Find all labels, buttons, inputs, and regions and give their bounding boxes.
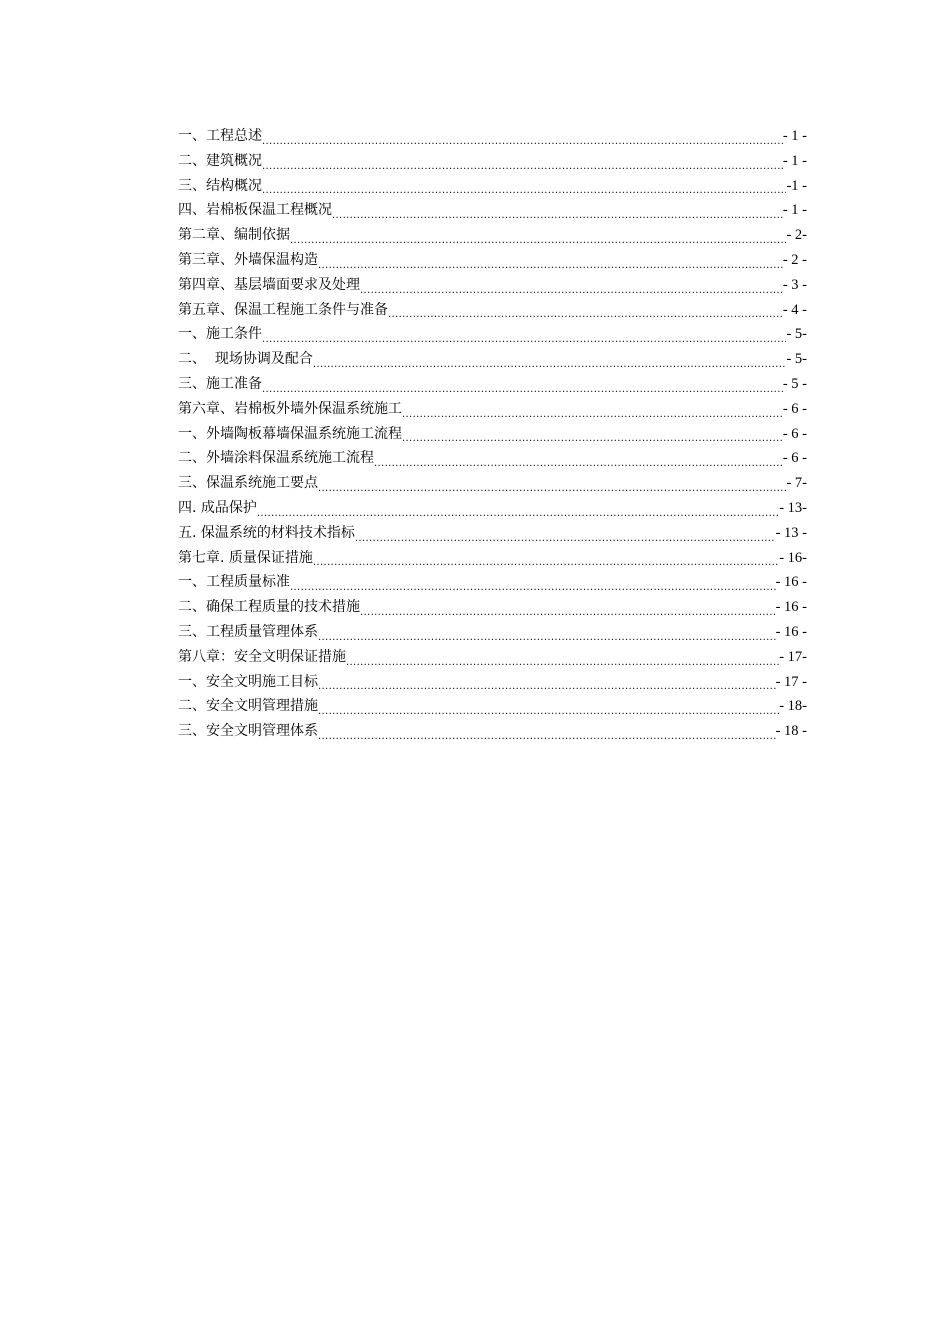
toc-leader-dots xyxy=(402,422,783,447)
toc-entry-title: 一、安全文明施工目标 xyxy=(178,673,318,690)
toc-leader-dots xyxy=(374,446,783,471)
toc-leader-dots xyxy=(262,174,786,199)
toc-entry[interactable] xyxy=(178,273,807,298)
toc-leader-dots xyxy=(318,620,776,645)
toc-leader-dots xyxy=(332,198,783,223)
toc-entry-page: - 18- xyxy=(779,698,807,715)
toc-entry[interactable] xyxy=(178,496,807,521)
toc-entry-page: - 17 - xyxy=(775,673,807,690)
toc-entry[interactable] xyxy=(178,347,807,372)
toc-leader-dots xyxy=(318,694,779,719)
table-of-contents xyxy=(178,124,807,744)
toc-leader-dots xyxy=(318,719,776,744)
toc-entry[interactable] xyxy=(178,124,807,149)
toc-entry-page: - 6 - xyxy=(782,400,807,417)
toc-leader-dots xyxy=(262,124,783,149)
toc-entry-page: - 4 - xyxy=(782,301,807,318)
toc-entry-page: - 3 - xyxy=(782,276,807,293)
toc-entry-title: 一、外墙陶板幕墙保温系统施工流程 xyxy=(178,425,402,442)
toc-leader-dots xyxy=(388,298,783,323)
toc-leader-dots xyxy=(262,372,783,397)
toc-entry-title: 二、 现场协调及配合 xyxy=(178,351,313,368)
toc-entry-title: 第六章、岩棉板外墙外保温系统施工 xyxy=(178,400,402,417)
toc-entry[interactable] xyxy=(178,546,807,571)
toc-entry-title: 二、外墙涂料保温系统施工流程 xyxy=(178,450,374,467)
toc-entry[interactable] xyxy=(178,471,807,496)
toc-entry-page: - 1 - xyxy=(782,152,807,169)
toc-entry[interactable] xyxy=(178,521,807,546)
toc-entry-title: 一、工程质量标准 xyxy=(178,574,290,591)
toc-entry-page: -1 - xyxy=(786,177,807,194)
toc-entry-page: - 5- xyxy=(786,326,807,343)
toc-entry-page: - 13- xyxy=(779,499,807,516)
toc-leader-dots xyxy=(318,248,783,273)
toc-entry-title: 第五章、保温工程施工条件与准备 xyxy=(178,301,388,318)
toc-entry-page: - 16- xyxy=(779,549,807,566)
toc-entry[interactable] xyxy=(178,298,807,323)
toc-entry-title: 三、结构概况 xyxy=(178,177,262,194)
toc-entry-page: - 16 - xyxy=(775,599,807,616)
toc-entry[interactable] xyxy=(178,422,807,447)
toc-entry-title: 二、确保工程质量的技术措施 xyxy=(178,599,360,616)
toc-leader-dots xyxy=(290,223,786,248)
toc-entry[interactable] xyxy=(178,719,807,744)
toc-entry[interactable] xyxy=(178,198,807,223)
toc-entry-title: 一、施工条件 xyxy=(178,326,262,343)
toc-leader-dots xyxy=(402,397,783,422)
toc-leader-dots xyxy=(318,471,786,496)
toc-entry-title: 四. 成品保护 xyxy=(178,499,257,516)
toc-leader-dots xyxy=(290,570,776,595)
toc-entry-page: - 5- xyxy=(786,351,807,368)
toc-entry-title: 五. 保温系统的材料技术指标 xyxy=(178,524,355,541)
toc-entry[interactable] xyxy=(178,595,807,620)
toc-entry-page: - 17- xyxy=(779,648,807,665)
toc-leader-dots xyxy=(360,595,776,620)
toc-entry[interactable] xyxy=(178,223,807,248)
toc-leader-dots xyxy=(360,273,783,298)
toc-entry[interactable] xyxy=(178,670,807,695)
toc-entry-page: - 2 - xyxy=(782,251,807,268)
toc-entry-page: - 16 - xyxy=(775,574,807,591)
toc-leader-dots xyxy=(257,496,779,521)
toc-entry[interactable] xyxy=(178,322,807,347)
toc-entry-page: - 5 - xyxy=(782,375,807,392)
toc-entry-page: - 13 - xyxy=(775,524,807,541)
toc-entry-title: 第八章：安全文明保证措施 xyxy=(178,648,346,665)
toc-entry[interactable] xyxy=(178,446,807,471)
toc-leader-dots xyxy=(313,546,779,571)
toc-entry[interactable] xyxy=(178,149,807,174)
toc-leader-dots xyxy=(262,149,783,174)
toc-entry-title: 二、安全文明管理措施 xyxy=(178,698,318,715)
toc-entry[interactable] xyxy=(178,570,807,595)
toc-entry[interactable] xyxy=(178,694,807,719)
toc-entry[interactable] xyxy=(178,248,807,273)
toc-entry[interactable] xyxy=(178,397,807,422)
toc-entry-page: - 6 - xyxy=(782,425,807,442)
toc-leader-dots xyxy=(313,347,787,372)
toc-leader-dots xyxy=(346,645,779,670)
toc-entry[interactable] xyxy=(178,372,807,397)
toc-leader-dots xyxy=(262,322,786,347)
toc-entry-page: - 7- xyxy=(786,475,807,492)
toc-entry-page: - 6 - xyxy=(782,450,807,467)
toc-entry-page: - 16 - xyxy=(775,623,807,640)
toc-entry-title: 第七章. 质量保证措施 xyxy=(178,549,313,566)
toc-entry[interactable] xyxy=(178,174,807,199)
toc-entry-page: - 1 - xyxy=(782,128,807,144)
toc-entry-title: 第四章、基层墙面要求及处理 xyxy=(178,276,360,293)
toc-entry-title: 一、工程总述 xyxy=(178,128,262,144)
toc-entry-title: 四、岩棉板保温工程概况 xyxy=(178,202,332,219)
toc-entry-page: - 18 - xyxy=(775,723,807,740)
toc-leader-dots xyxy=(318,670,776,695)
toc-entry-title: 二、建筑概况 xyxy=(178,152,262,169)
toc-entry[interactable] xyxy=(178,620,807,645)
toc-entry-title: 三、保温系统施工要点 xyxy=(178,475,318,492)
toc-entry-title: 三、施工准备 xyxy=(178,375,262,392)
toc-entry-page: - 2- xyxy=(786,227,807,244)
toc-entry-title: 三、工程质量管理体系 xyxy=(178,623,318,640)
toc-entry[interactable] xyxy=(178,645,807,670)
toc-entry-title: 三、安全文明管理体系 xyxy=(178,723,318,740)
toc-entry-page: - 1 - xyxy=(782,202,807,219)
toc-entry-title: 第三章、外墙保温构造 xyxy=(178,251,318,268)
toc-leader-dots xyxy=(355,521,776,546)
toc-entry-title: 第二章、编制依据 xyxy=(178,227,290,244)
